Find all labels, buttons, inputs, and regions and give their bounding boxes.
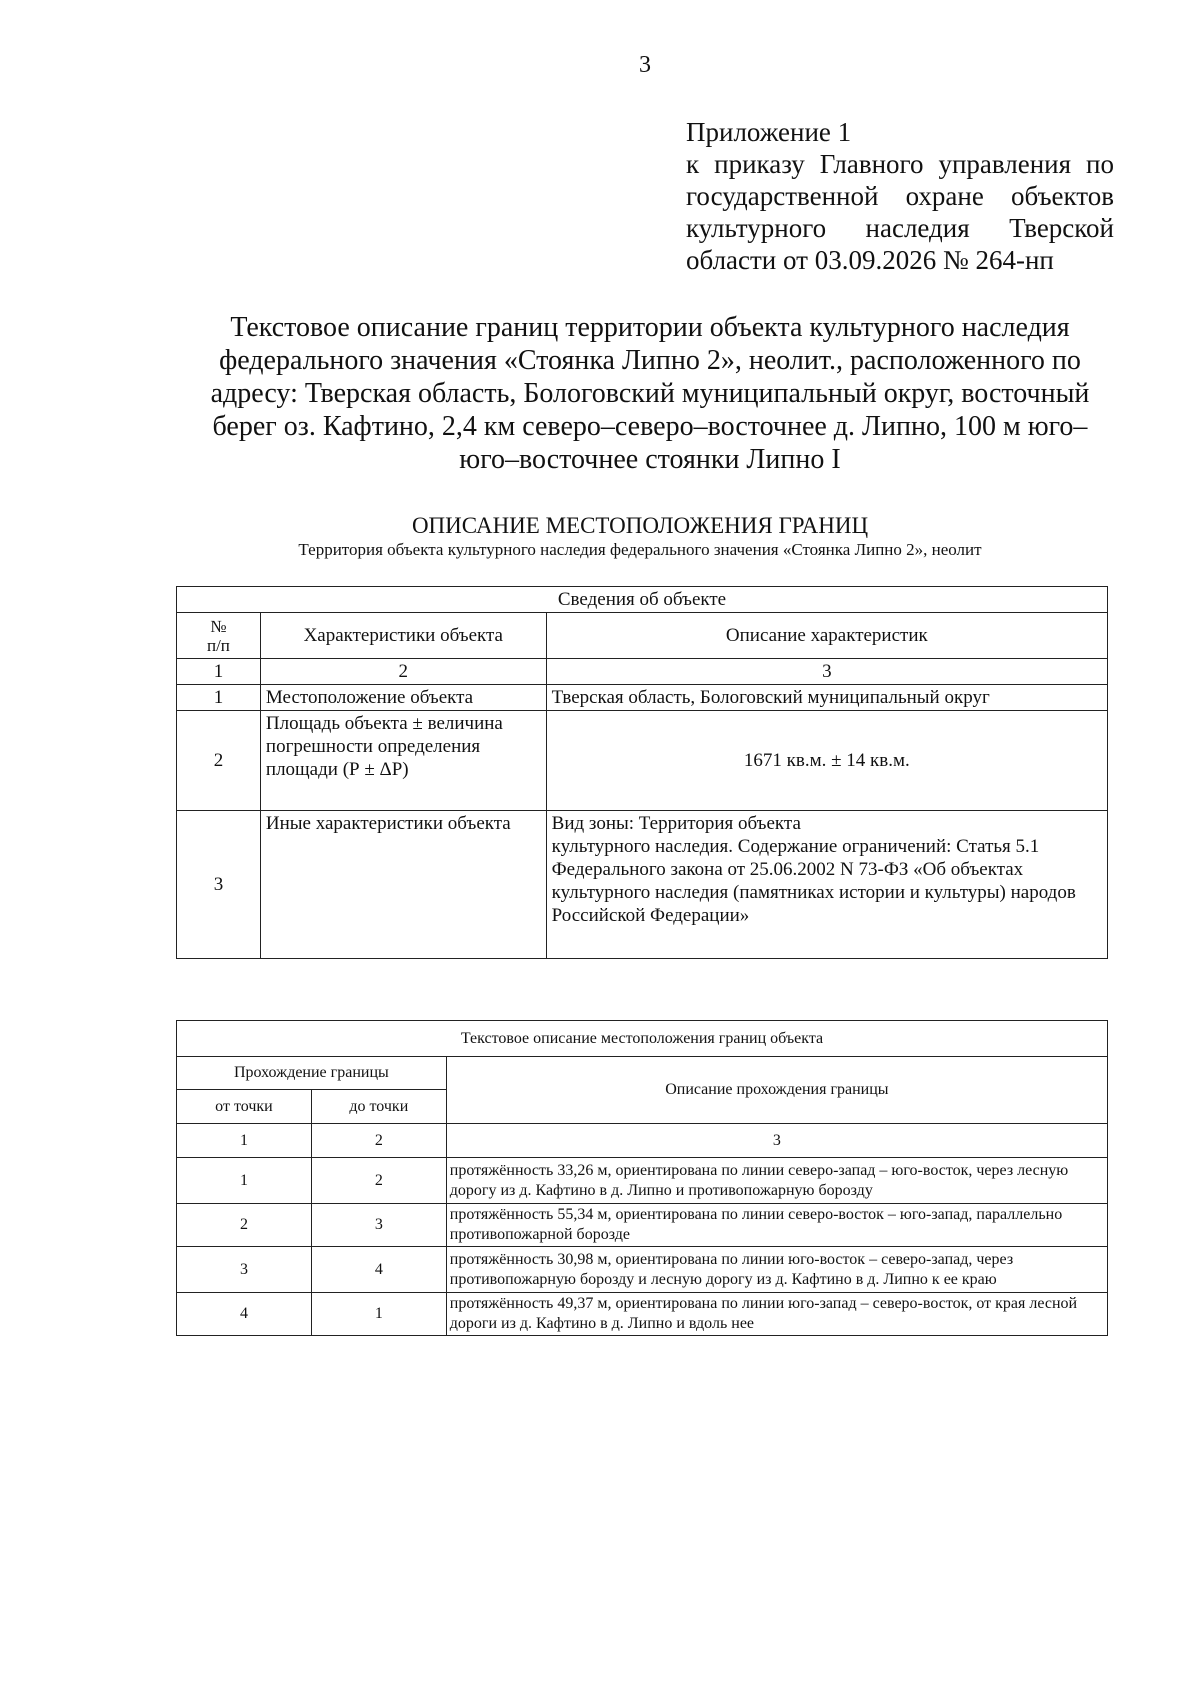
table-row xyxy=(177,1293,1108,1336)
row-number: 2 xyxy=(177,711,261,811)
appendix-block xyxy=(686,116,1114,276)
from-point: 4 xyxy=(177,1293,312,1336)
boundary-description: протяжённость 55,34 м, ориентирована по линии северо-восток – юго-запад, параллельно противопожарной борозде xyxy=(446,1204,1107,1247)
table-row xyxy=(177,1204,1108,1247)
row-description: 1671 кв.м. ± 14 кв.м. xyxy=(546,711,1107,811)
table-caption: Текстовое описание местоположения границ объекта xyxy=(177,1021,1108,1057)
column-number: 3 xyxy=(546,659,1107,685)
row-description: Тверская область, Бологовский муниципальный округ xyxy=(546,685,1107,711)
row-characteristic: Местоположение объекта xyxy=(260,685,546,711)
column-number: 3 xyxy=(446,1124,1107,1158)
title-line: Текстовое описание границ территории объекта культурного наследия xyxy=(230,312,1070,343)
column-header: до точки xyxy=(311,1090,446,1124)
appendix-line: области от 03.09.2026 № 264-нп xyxy=(686,245,1054,275)
row-characteristic: Площадь объекта ± величина погрешности определения площади (Р ± ΔР) xyxy=(260,711,546,811)
table-caption: Сведения об объекте xyxy=(177,587,1108,613)
title-line: федерального значения «Стоянка Липно 2», неолит., расположенного по xyxy=(219,345,1081,376)
column-header: Описание прохождения границы xyxy=(446,1057,1107,1124)
appendix-line: культурного наследия Тверской xyxy=(686,213,1114,243)
title-line: адресу: Тверская область, Бологовский муниципальный округ, восточный xyxy=(210,378,1090,409)
column-header: Характеристики объекта xyxy=(260,613,546,659)
from-point: 2 xyxy=(177,1204,312,1247)
boundary-description-table xyxy=(176,1020,1108,1336)
section-header xyxy=(180,512,1100,561)
boundary-description: протяжённость 49,37 м, ориентирована по линии юго-запад – северо-восток, от края лесной дороги из д. Кафтино в д. Липно и вдоль нее xyxy=(446,1293,1107,1336)
section-subheading: Территория объекта культурного наследия федерального значения «Стоянка Липно 2», неолит xyxy=(298,540,982,559)
appendix-line: государственной охране объектов xyxy=(686,181,1114,211)
table-row xyxy=(177,685,1108,711)
title-line: юго–восточнее стоянки Липно I xyxy=(459,444,841,475)
appendix-line: к приказу Главного управления по xyxy=(686,149,1114,179)
row-number: 1 xyxy=(177,685,261,711)
column-number: 2 xyxy=(311,1124,446,1158)
boundary-description: протяжённость 33,26 м, ориентирована по линии северо-запад – юго-восток, через лесную дорогу из д. Кафтино в д. Липно и противопожарную борозду xyxy=(446,1158,1107,1204)
to-point: 3 xyxy=(311,1204,446,1247)
table-row xyxy=(177,1158,1108,1204)
column-number: 2 xyxy=(260,659,546,685)
section-heading: ОПИСАНИЕ МЕСТОПОЛОЖЕНИЯ ГРАНИЦ xyxy=(411,513,869,538)
column-number: 1 xyxy=(177,659,261,685)
table-row xyxy=(177,1247,1108,1293)
document-title xyxy=(170,311,1130,476)
page-number: 3 xyxy=(639,52,651,78)
to-point: 4 xyxy=(311,1247,446,1293)
to-point: 1 xyxy=(311,1293,446,1336)
column-header: от точки xyxy=(177,1090,312,1124)
table-row xyxy=(177,711,1108,811)
column-number: 1 xyxy=(177,1124,312,1158)
column-header: Прохождение границы xyxy=(177,1057,447,1090)
to-point: 2 xyxy=(311,1158,446,1204)
title-line: берег оз. Кафтино, 2,4 км северо–северо–восточнее д. Липно, 100 м юго– xyxy=(212,411,1088,442)
boundary-description: протяжённость 30,98 м, ориентирована по линии юго-восток – северо-запад, через противопожарную борозду и лесную дорогу из д. Кафтино в д. Липно к ее краю xyxy=(446,1247,1107,1293)
row-description: Вид зоны: Территория объекта культурного наследия. Содержание ограничений: Статья 5.1 Федерального закона от 25.06.2002 N 73-ФЗ «Об объектах культурного наследия (памятниках истории и культуры) народов Российской Федерации» xyxy=(546,811,1107,959)
appendix-title: Приложение 1 xyxy=(686,117,852,147)
column-header: Описание характеристик xyxy=(546,613,1107,659)
from-point: 1 xyxy=(177,1158,312,1204)
column-header: № п/п xyxy=(177,613,261,659)
row-number: 3 xyxy=(177,811,261,959)
row-characteristic: Иные характеристики объекта xyxy=(260,811,546,959)
from-point: 3 xyxy=(177,1247,312,1293)
object-info-table xyxy=(176,586,1108,959)
table-row xyxy=(177,811,1108,959)
